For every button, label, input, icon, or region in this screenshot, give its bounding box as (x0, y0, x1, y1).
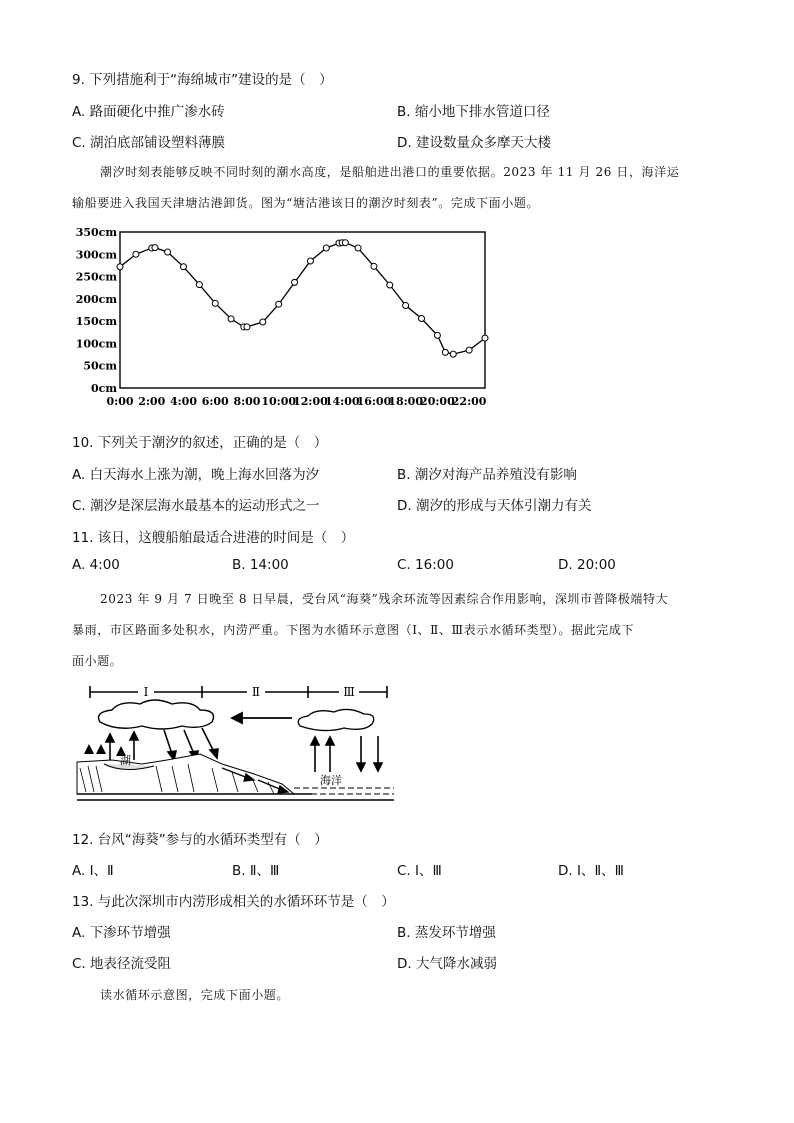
tide-point (117, 264, 123, 270)
y-tick-label: 200cm (75, 292, 117, 306)
q12-option-b[interactable]: B. Ⅱ、Ⅲ (232, 863, 280, 879)
x-tick-label: 2:00 (138, 395, 166, 408)
tide-point (276, 301, 282, 307)
y-tick-label: 150cm (75, 315, 117, 329)
y-tick-label: 0cm (91, 382, 117, 395)
tide-point (434, 332, 440, 338)
q10-option-b[interactable]: B. 潮汐对海产品养殖没有影响 (397, 467, 577, 483)
q11-option-d[interactable]: D. 20:00 (558, 557, 616, 573)
tide-point (323, 245, 329, 251)
y-tick-label: 350cm (75, 226, 117, 239)
x-tick-label: 4:00 (169, 395, 197, 408)
q9-option-d[interactable]: D. 建设数量众多摩天大楼 (397, 135, 551, 151)
ocean-waves (294, 788, 394, 794)
tide-point (180, 264, 186, 270)
tide-point (196, 282, 202, 288)
q11-option-b[interactable]: B. 14:00 (232, 557, 289, 573)
land-cloud-icon (99, 700, 214, 729)
tide-point (466, 347, 472, 353)
intro1-line1: 潮汐时刻表能够反映不同时刻的潮水高度，是船舶进出港口的重要依据。2023 年 11 月 26 日，海洋运 (100, 165, 680, 179)
x-tick-label: 18:00 (388, 395, 423, 408)
q12-stem: 12. 台风“海葵”参与的水循环类型有（ ） (72, 832, 328, 848)
tide-point (307, 258, 313, 264)
q13-option-a[interactable]: A. 下渗环节增强 (72, 925, 171, 941)
tide-point (152, 245, 158, 251)
tide-point (419, 315, 425, 321)
q13-option-b[interactable]: B. 蒸发环节增强 (397, 925, 496, 941)
tide-point (450, 351, 456, 357)
tide-point (482, 335, 488, 341)
tide-point (442, 349, 448, 355)
tide-point (292, 279, 298, 285)
tide-point (228, 316, 234, 322)
ground-layers (77, 794, 394, 800)
tide-point (244, 324, 250, 330)
x-tick-label: 0:00 (106, 395, 134, 408)
q10-option-c[interactable]: C. 潮汐是深层海水最基本的运动形式之一 (72, 498, 320, 514)
q12-option-d[interactable]: D. Ⅰ、Ⅱ、Ⅲ (558, 863, 624, 879)
tide-chart (60, 222, 500, 417)
q11-option-c[interactable]: C. 16:00 (397, 557, 454, 573)
water-cycle-diagram (72, 682, 402, 807)
lake-label: 湖 (120, 754, 131, 767)
y-tick-label: 50cm (83, 359, 117, 373)
q11-option-a[interactable]: A. 4:00 (72, 557, 120, 573)
tide-point (403, 303, 409, 309)
q13-option-c[interactable]: C. 地表径流受阻 (72, 956, 172, 972)
q13-stem: 13. 与此次深圳市内涝形成相关的水循环环节是（ ） (72, 894, 395, 910)
label-type-3: Ⅲ (343, 685, 355, 699)
intro2-line1: 2023 年 9 月 7 日晚至 8 日早晨，受台风“海葵”残余环流等因素综合作用影响，深圳市普降极端特大 (100, 592, 669, 606)
terrain-icon (77, 754, 294, 794)
y-tick-label: 100cm (75, 337, 117, 351)
x-tick-label: 10:00 (261, 395, 297, 408)
q9-option-b[interactable]: B. 缩小地下排水管道口径 (397, 104, 550, 120)
q9-option-c[interactable]: C. 湖泊底部铺设塑料薄膜 (72, 135, 226, 151)
q10-option-a[interactable]: A. 白天海水上涨为潮，晚上海水回落为汐 (72, 467, 320, 483)
tide-line (120, 243, 485, 354)
q11-stem: 11. 该日，这艘船舶最适合进港的时间是（ ） (72, 530, 355, 546)
intro1-line2: 输船要进入我国天津塘沽港卸货。图为“塘沽港该日的潮汐时刻表”。完成下面小题。 (72, 196, 540, 210)
q12-option-a[interactable]: A. Ⅰ、Ⅱ (72, 863, 114, 879)
tide-point (212, 300, 218, 306)
tide-point (165, 249, 171, 255)
x-tick-label: 16:00 (356, 395, 392, 408)
ocean-cloud-icon (298, 709, 374, 730)
tide-point (387, 282, 393, 288)
vapor-transport-arrow-icon (232, 713, 292, 723)
label-type-1: Ⅰ (143, 685, 149, 699)
ocean-precipitation-arrows-icon (357, 736, 382, 771)
q12-option-c[interactable]: C. Ⅰ、Ⅲ (397, 863, 442, 879)
tide-point (342, 240, 348, 246)
q10-stem: 10. 下列关于潮汐的叙述，正确的是（ ） (72, 435, 328, 451)
q9-stem: 9. 下列措施利于“海绵城市”建设的是（ ） (72, 72, 333, 88)
plot-frame (120, 232, 485, 388)
x-tick-label: 8:00 (233, 395, 261, 408)
label-type-2: Ⅱ (251, 685, 261, 699)
x-tick-label: 22:00 (451, 395, 487, 408)
tide-point (133, 251, 139, 257)
y-tick-label: 300cm (75, 248, 117, 262)
q13-option-d[interactable]: D. 大气降水减弱 (397, 956, 497, 972)
x-tick-label: 14:00 (324, 395, 360, 408)
y-tick-label: 250cm (75, 270, 117, 284)
ocean-label: 海洋 (320, 774, 342, 787)
ocean-evaporation-arrows-icon (311, 737, 334, 772)
intro2-line3: 面小题。 (72, 654, 123, 668)
tide-point (371, 263, 377, 269)
x-tick-label: 6:00 (201, 395, 229, 408)
outro-line1: 读水循环示意图，完成下面小题。 (100, 988, 290, 1002)
tide-point (260, 319, 266, 325)
intro2-line2: 暴雨，市区路面多处积水，内涝严重。下图为水循环示意图（Ⅰ、Ⅱ、Ⅲ表示水循环类型）。据此完成下 (72, 623, 635, 637)
x-tick-label: 12:00 (293, 395, 328, 408)
q9-option-a[interactable]: A. 路面硬化中推广渗水砖 (72, 104, 225, 120)
q10-option-d[interactable]: D. 潮汐的形成与天体引潮力有关 (397, 498, 592, 514)
tide-point (355, 245, 361, 251)
x-tick-label: 20:00 (420, 395, 455, 408)
